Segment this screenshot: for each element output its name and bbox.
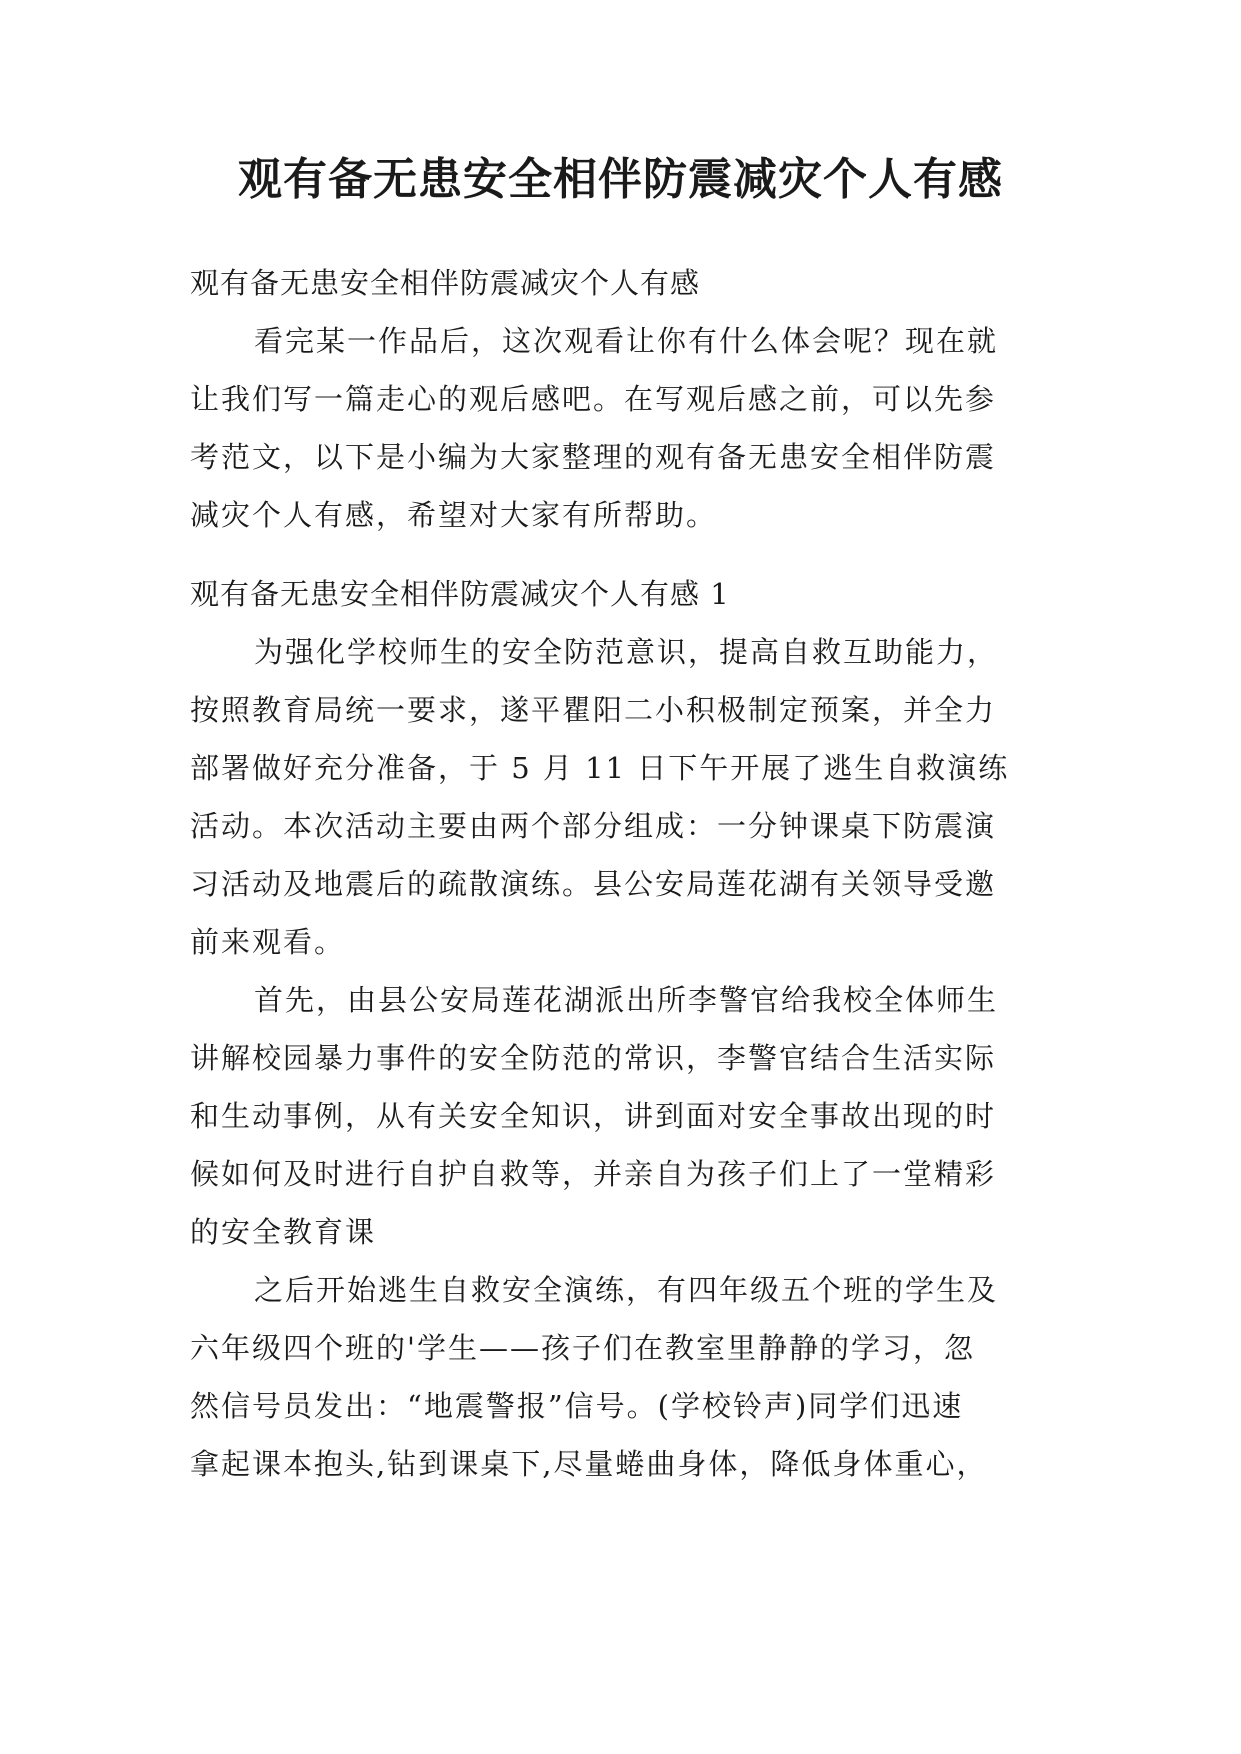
paragraph-line: 习活动及地震后的疏散演练。县公安局莲花湖有关领导受邀 [190, 867, 997, 901]
paragraph-line: 活动。本次活动主要由两个部分组成：一分钟课桌下防震演 [190, 809, 997, 843]
intro-line: 让我们写一篇走心的观后感吧。在写观后感之前，可以先参 [190, 382, 997, 416]
section1-heading: 观有备无患安全相伴防震减灾个人有感 1 [190, 577, 730, 611]
section1-paragraph-1 [190, 623, 1048, 971]
document-title: 观有备无患安全相伴防震减灾个人有感 [238, 154, 1003, 205]
paragraph-line: 为强化学校师生的安全防范意识，提高自救互助能力， [254, 635, 999, 669]
intro-line: 考范文，以下是小编为大家整理的观有备无患安全相伴防震 [190, 440, 997, 474]
section1-paragraph-3 [190, 1261, 1048, 1493]
paragraph-line: 部署做好充分准备，于 5 月 11 日下午开展了逃生自救演练 [190, 751, 1010, 785]
paragraph-line: 六年级四个班的'学生——孩子们在教室里静静的学习，忽 [190, 1331, 975, 1365]
intro-paragraph [190, 312, 1048, 544]
paragraph-line: 候如何及时进行自护自救等，并亲自为孩子们上了一堂精彩 [190, 1157, 997, 1191]
paragraph-line: 首先，由县公安局莲花湖派出所李警官给我校全体师生 [254, 983, 999, 1017]
paragraph-line: 之后开始逃生自救安全演练，有四年级五个班的学生及 [254, 1273, 999, 1307]
paragraph-line: 然信号员发出：“地震警报”信号。(学校铃声)同学们迅速 [190, 1389, 964, 1423]
section1-paragraph-2 [190, 971, 1048, 1261]
paragraph-line: 讲解校园暴力事件的安全防范的常识，李警官结合生活实际 [190, 1041, 997, 1075]
paragraph-line: 和生动事例，从有关安全知识，讲到面对安全事故出现的时 [190, 1099, 997, 1133]
paragraph-line: 拿起课本抱头,钻到课桌下,尽量蜷曲身体，降低身体重心， [190, 1447, 988, 1481]
intro-line: 看完某一作品后，这次观看让你有什么体会呢？现在就 [254, 324, 999, 358]
intro-heading: 观有备无患安全相伴防震减灾个人有感 [190, 266, 701, 300]
paragraph-line: 前来观看。 [190, 925, 346, 959]
intro-line: 减灾个人有感，希望对大家有所帮助。 [190, 498, 718, 532]
paragraph-line: 按照教育局统一要求，遂平瞿阳二小积极制定预案，并全力 [190, 693, 997, 727]
paragraph-line: 的安全教育课 [190, 1215, 377, 1249]
